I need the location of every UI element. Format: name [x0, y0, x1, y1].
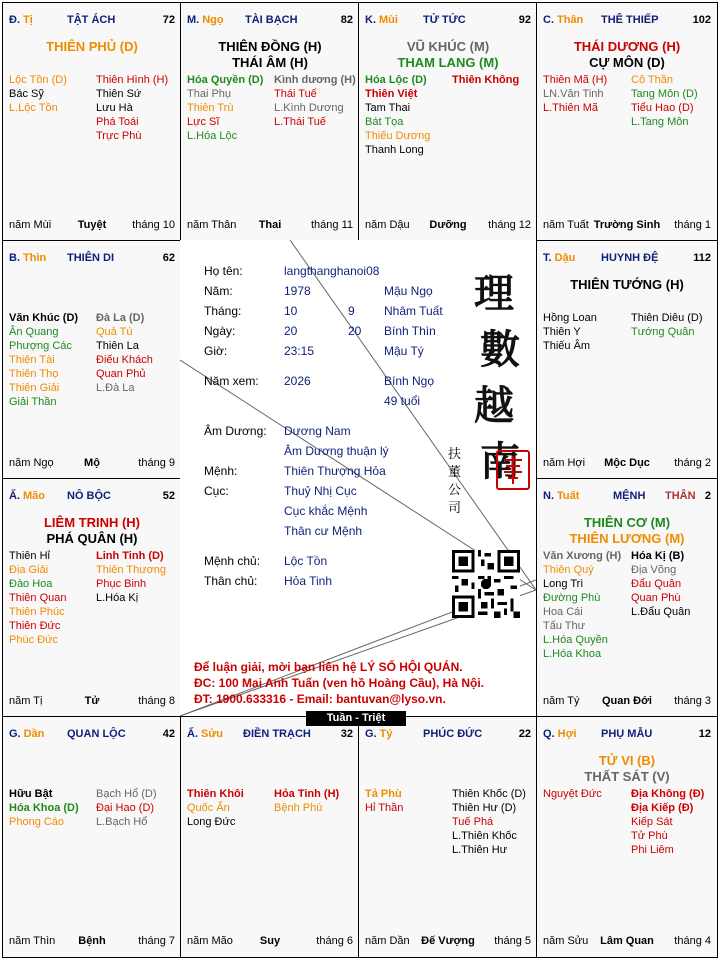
main-star: THIÊN TƯỚNG (H) — [570, 277, 684, 292]
minor-star: Hữu Bật — [9, 788, 53, 800]
minor-star: Hỏa Tinh (H) — [274, 788, 340, 800]
minor-star: Địa Không (Đ) — [631, 788, 705, 800]
minor-star: Thiên Hư (D) — [452, 802, 517, 814]
calligraphy-char: 越 — [474, 382, 514, 429]
cuc-relation: Cục khắc Mệnh — [284, 504, 368, 518]
palace-name: TỬ TỨC — [423, 14, 466, 26]
minor-star: Nguyệt Đức — [543, 788, 602, 800]
minor-star: Thiên Không — [452, 74, 520, 86]
main-star: THIÊN ĐỒNG (H) — [218, 39, 322, 54]
palace-thin — [2, 240, 182, 480]
footer-cycle: Lâm Quan — [600, 935, 654, 947]
footer-year: năm Thân — [187, 219, 237, 231]
red-seal — [496, 450, 530, 490]
amduong-relation: Âm Dương thuận lý — [284, 444, 389, 458]
palace-name: TẬT ÁCH — [67, 14, 116, 26]
minor-star: Hỉ Thần — [365, 802, 404, 814]
minor-star: Phong Cáo — [9, 816, 65, 828]
palace-mui — [358, 2, 538, 242]
cuc-label: Cục: — [204, 484, 229, 498]
minor-star: Thiên Trù — [187, 102, 234, 114]
palace-number: 2 — [704, 490, 711, 502]
minor-star: Thiên La — [96, 340, 139, 352]
minor-star: Lực Sĩ — [187, 116, 220, 128]
branch-label: Q. Hợi — [543, 728, 577, 740]
palace-number: 82 — [340, 14, 353, 26]
footer-month: tháng 3 — [674, 695, 711, 707]
branch-label: M. Ngọ — [187, 14, 224, 26]
minor-star: Kình dương (H) — [274, 74, 356, 86]
palace-footer — [9, 935, 175, 949]
minor-star: L.Thiên Mã — [543, 102, 599, 114]
left-stars — [187, 787, 244, 829]
footer-cycle: Bệnh — [78, 935, 106, 947]
minor-star: Thiên Sứ — [96, 88, 142, 100]
minor-star: Thiên Hỉ — [9, 550, 50, 562]
minor-star: Thiên Tài — [9, 354, 55, 366]
footer-cycle: Trường Sinh — [593, 219, 661, 231]
branch-label: C. Thân — [543, 14, 584, 26]
minor-star: L.Thiên Hư — [452, 844, 508, 856]
minor-star: Địa Võng — [631, 564, 677, 576]
minor-star: Hóa Kị (B) — [631, 550, 685, 562]
palace-ti — [2, 2, 182, 242]
main-star: THẤT SÁT (V) — [584, 769, 670, 784]
palace-name: THIÊN DI — [67, 252, 115, 264]
left-stars — [543, 787, 602, 801]
palace-dau — [536, 240, 718, 480]
seal-side-char: 董 — [448, 465, 462, 480]
day-label: Ngày: — [204, 324, 236, 338]
minor-star: Tử Phù — [631, 830, 668, 842]
than-chu-label: Thân chủ: — [204, 574, 258, 588]
minor-star: Thiên Y — [543, 326, 581, 338]
footer-month: tháng 7 — [138, 935, 175, 947]
minor-star: Địa Giải — [9, 564, 49, 576]
minor-star: Phúc Đức — [9, 634, 58, 646]
footer-year: năm Tý — [543, 695, 580, 707]
minor-star: Đẩu Quân — [631, 578, 682, 590]
minor-star: Đào Hoa — [9, 578, 53, 590]
palace-name: ĐIỀN TRẠCH — [243, 728, 311, 740]
main-star: THIÊN PHỦ (D) — [46, 39, 138, 54]
palace-name: PHÚC ĐỨC — [423, 728, 483, 740]
main-star: THÁI DƯƠNG (H) — [573, 39, 681, 54]
footer-month: tháng 8 — [138, 695, 175, 707]
minor-star: Bát Tọa — [365, 116, 404, 128]
palace-footer — [187, 219, 353, 233]
minor-star: Thiên Việt — [365, 88, 418, 100]
left-stars — [543, 73, 607, 115]
minor-star: Cô Thần — [631, 74, 673, 86]
main-star: CỰ MÔN (D) — [589, 55, 665, 70]
minor-star: Lưu Hà — [96, 102, 133, 114]
palace-header — [9, 728, 175, 744]
year-canchi: Mậu Ngọ — [384, 284, 433, 298]
palace-name: THÊ THIẾP — [601, 14, 659, 26]
branch-label: Đ. Tị — [9, 14, 33, 26]
contact-address: ĐC: 100 Mai Anh Tuấn (ven hồ Hoàng Cầu), Hà Nội. — [194, 676, 485, 690]
minor-star: Hóa Khoa (D) — [9, 802, 79, 814]
minor-star: L.Hóa Lộc — [187, 130, 238, 142]
palace-footer — [187, 935, 353, 949]
footer-month: tháng 11 — [310, 219, 353, 231]
right-stars — [631, 787, 704, 857]
amduong-label: Âm Dương: — [204, 424, 267, 438]
minor-star: Thiên Khôi — [187, 788, 244, 800]
left-stars — [9, 311, 78, 409]
palace-number: 42 — [162, 728, 175, 740]
seal-side-char: 司 — [448, 501, 462, 516]
minor-star: L.Hóa Quyền — [543, 634, 608, 646]
footer-cycle: Thai — [258, 219, 282, 231]
minor-star: Hoa Cái — [543, 606, 583, 618]
footer-year: năm Tị — [9, 695, 43, 707]
left-stars — [543, 549, 621, 661]
right-stars — [452, 787, 526, 857]
branch-label: B. Thìn — [9, 252, 47, 264]
minor-star: Thiên Hình (H) — [96, 74, 169, 86]
minor-star: L.Đà La — [96, 382, 135, 394]
footer-cycle: Mộ — [84, 457, 100, 469]
footer-year: năm Thìn — [9, 935, 56, 947]
minor-star: Quan Phủ — [96, 368, 146, 380]
branch-label: G. Tý — [365, 728, 393, 740]
footer-month: tháng 5 — [494, 935, 531, 947]
palace-footer — [543, 457, 711, 471]
footer-cycle: Tử — [84, 695, 100, 707]
main-star: THAM LANG (M) — [397, 55, 499, 70]
minor-star: Phượng Các — [9, 340, 72, 352]
palace-header — [9, 252, 175, 268]
main-star: THIÊN LƯƠNG (M) — [569, 531, 685, 546]
minor-star: Điếu Khách — [96, 354, 153, 366]
footer-cycle: Dưỡng — [429, 219, 467, 231]
palace-header — [187, 14, 353, 30]
minor-star: Văn Xương (H) — [543, 550, 622, 562]
palace-header — [9, 490, 175, 506]
day-lunar: 20 — [348, 324, 362, 338]
minor-star: L.Kình Dương — [274, 102, 344, 114]
palace-footer — [543, 219, 711, 233]
footer-month: tháng 10 — [132, 219, 175, 231]
palace-hoi — [536, 716, 718, 958]
minor-star: Địa Kiếp (Đ) — [631, 802, 694, 814]
cuc-value: Thuỷ Nhị Cục — [284, 484, 357, 498]
calligraphy-char: 理 — [474, 270, 514, 317]
palace-name: MỆNH — [613, 490, 646, 502]
right-stars — [96, 787, 157, 829]
left-stars — [365, 787, 403, 815]
footer-month: tháng 6 — [316, 935, 353, 947]
minor-star: L.Lộc Tồn — [9, 102, 58, 114]
right-stars — [96, 549, 166, 605]
minor-star: Tuế Phá — [452, 816, 494, 828]
branch-label: K. Mùi — [365, 14, 398, 26]
minor-star: Hồng Loan — [543, 312, 597, 324]
than-cu: Thân cư Mệnh — [284, 524, 363, 538]
minor-star: Thiên Mã (H) — [543, 74, 608, 86]
palace-header — [543, 252, 711, 268]
palace-footer — [9, 457, 175, 471]
minor-star: Quả Tú — [96, 326, 133, 338]
footer-year: năm Mão — [187, 935, 233, 947]
menh-chu-label: Mệnh chủ: — [204, 554, 261, 568]
year-value: 1978 — [284, 284, 311, 298]
minor-star: Thiếu Dương — [365, 130, 431, 142]
contact-phone-email: ĐT: 1900.633316 - Email: bantuvan@lyso.vn. — [194, 692, 446, 706]
minor-star: L.Bạch Hổ — [96, 816, 148, 828]
footer-cycle: Quan Đới — [602, 695, 652, 707]
minor-star: Tấu Thư — [543, 620, 586, 632]
left-stars — [9, 73, 67, 115]
month-label: Tháng: — [204, 304, 242, 318]
month-solar: 10 — [284, 304, 298, 318]
right-stars — [631, 311, 703, 339]
branch-label: Ấ. Sửu — [187, 728, 224, 740]
footer-month: tháng 9 — [138, 457, 175, 469]
footer-year: năm Hợi — [543, 457, 586, 469]
minor-star: LN.Văn Tinh — [543, 88, 604, 100]
minor-star: Văn Khúc (D) — [9, 312, 79, 324]
seal-side-text — [448, 446, 464, 518]
right-stars — [452, 73, 519, 87]
main-star: TỬ VI (B) — [598, 753, 656, 768]
main-star: LIÊM TRINH (H) — [43, 515, 141, 530]
main-star: VŨ KHÚC (M) — [406, 39, 490, 54]
palace-number: 62 — [162, 252, 175, 264]
palace-ty — [358, 716, 538, 958]
palace-header — [365, 728, 531, 744]
minor-star: Thiên Phúc — [9, 606, 65, 618]
left-stars — [543, 311, 597, 353]
palace-footer — [9, 219, 175, 233]
month-lunar: 9 — [348, 304, 355, 318]
age-value: 49 tuổi — [384, 394, 421, 408]
calligraphy-char: 南 — [480, 438, 520, 485]
seal-side-char: 公 — [448, 483, 462, 498]
minor-star: Thiên Diêu (D) — [631, 312, 703, 324]
minor-star: Thiên Thương — [96, 564, 167, 576]
palace-number: 92 — [518, 14, 531, 26]
minor-star: Linh Tinh (D) — [96, 550, 164, 562]
seal-side-char: 扶 — [448, 447, 462, 462]
minor-star: Quốc Ấn — [187, 802, 230, 814]
branch-label: T. Dậu — [543, 252, 576, 264]
minor-star: L.Thiên Khốc — [452, 830, 517, 842]
qr-code[interactable] — [452, 550, 520, 618]
footer-year: năm Ngọ — [9, 457, 54, 469]
month-canchi: Nhâm Tuất — [384, 304, 443, 318]
minor-star: Thiên Thọ — [9, 368, 59, 380]
left-stars — [9, 549, 66, 647]
minor-star: Hóa Quyền (D) — [187, 74, 264, 86]
minor-star: Tam Thai — [365, 102, 411, 114]
minor-star: Tả Phù — [365, 788, 402, 800]
palace-number: 52 — [162, 490, 175, 502]
right-stars — [631, 549, 690, 619]
left-stars — [187, 73, 263, 143]
right-stars — [96, 73, 168, 143]
minor-star: Phục Binh — [96, 578, 147, 590]
palace-header — [9, 14, 175, 30]
footer-year: năm Sửu — [543, 935, 589, 947]
minor-star: Thanh Long — [365, 144, 424, 156]
branch-label: N. Tuất — [543, 490, 580, 502]
minor-star: Hóa Lộc (D) — [365, 74, 427, 86]
footer-month: tháng 1 — [674, 219, 711, 231]
main-star: THÁI ÂM (H) — [232, 55, 308, 70]
right-stars — [274, 787, 339, 815]
palace-name: HUYNH ĐỆ — [601, 252, 659, 264]
footer-month: tháng 4 — [674, 935, 711, 947]
minor-star: Đường Phù — [543, 592, 601, 604]
footer-year: năm Mùi — [9, 219, 52, 231]
minor-star: Lộc Tồn (D) — [9, 74, 67, 86]
palace-name: QUAN LỘC — [67, 728, 126, 740]
minor-star: Trực Phù — [96, 130, 142, 142]
contact-line-1: Để luận giải, mời bạn liên hệ LÝ SỐ HỘI QUÁN. — [194, 660, 463, 674]
minor-star: Bạch Hổ (D) — [96, 788, 157, 800]
footer-month: tháng 2 — [674, 457, 711, 469]
calligraphy-char: 數 — [480, 326, 520, 373]
day-solar: 20 — [284, 324, 298, 338]
palace-header — [543, 14, 711, 30]
palace-footer — [9, 695, 175, 709]
right-stars — [274, 73, 356, 129]
footer-cycle: Đế Vượng — [421, 935, 475, 947]
minor-star: Thiên Quý — [543, 564, 594, 576]
day-canchi: Bính Thìn — [384, 324, 436, 338]
minor-star: Quan Phù — [631, 592, 681, 604]
palace-number: 32 — [340, 728, 353, 740]
view-year-label: Năm xem: — [204, 374, 259, 388]
left-stars — [365, 73, 430, 157]
palace-suu — [180, 716, 360, 958]
minor-star: Tiểu Hao (D) — [631, 102, 694, 114]
minor-star: Bệnh Phù — [274, 802, 323, 814]
minor-star: Thiên Khốc (D) — [452, 788, 526, 800]
palace-tuat — [536, 478, 718, 718]
minor-star: Kiếp Sát — [631, 816, 673, 828]
minor-star: Phi Liêm — [631, 844, 674, 856]
palace-number: 12 — [698, 728, 711, 740]
footer-cycle: Mộc Dục — [604, 457, 650, 469]
palace-name: PHỤ MẪU — [601, 728, 653, 740]
palace-than-marker: THÂN — [665, 490, 696, 502]
menh-value: Thiên Thượng Hỏa — [284, 464, 386, 478]
menh-chu-value: Lộc Tồn — [284, 554, 328, 568]
palace-header — [543, 490, 711, 506]
palace-footer — [365, 219, 531, 233]
minor-star: Phá Toái — [96, 116, 139, 128]
than-chu-value: Hỏa Tinh — [284, 574, 333, 588]
minor-star: Giải Thần — [9, 396, 57, 408]
minor-star: Thiên Giải — [9, 382, 60, 394]
footer-month: tháng 12 — [488, 219, 531, 231]
minor-star: L.Tang Môn — [631, 116, 689, 128]
palace-dan — [2, 716, 182, 958]
minor-star: Đại Hao (D) — [96, 802, 155, 814]
right-stars — [631, 73, 698, 129]
minor-star: Ân Quang — [9, 326, 59, 338]
hour-canchi: Mậu Tý — [384, 344, 424, 358]
footer-year: năm Dần — [365, 935, 410, 947]
view-year-value: 2026 — [284, 374, 311, 388]
right-stars — [96, 311, 153, 395]
palace-mao — [2, 478, 182, 718]
palace-number: 102 — [692, 14, 711, 26]
hour-value: 23:15 — [284, 344, 315, 358]
name-value: langthanghanoi08 — [284, 264, 380, 278]
name-label: Họ tên: — [204, 264, 243, 278]
palace-header — [187, 728, 353, 744]
year-label: Năm: — [204, 284, 233, 298]
footer-year: năm Tuất — [543, 219, 589, 231]
tuan-triet-marker: Tuần - Triệt — [306, 711, 406, 726]
hour-label: Giờ: — [204, 344, 228, 358]
palace-than — [536, 2, 718, 242]
minor-star: Thiên Đức — [9, 620, 61, 632]
palace-name: NÔ BỘC — [67, 490, 111, 502]
palace-number: 72 — [162, 14, 175, 26]
minor-star: Long Trì — [543, 578, 584, 590]
view-year-canchi: Bính Ngọ — [384, 374, 435, 388]
amduong-value: Dương Nam — [284, 424, 351, 438]
palace-number: 112 — [693, 252, 711, 264]
footer-cycle: Suy — [259, 935, 281, 947]
minor-star: Thái Tuế — [274, 88, 317, 100]
palace-name: TÀI BẠCH — [245, 14, 298, 26]
minor-star: Đà La (D) — [96, 312, 145, 324]
minor-star: Long Đức — [187, 816, 236, 828]
palace-footer — [543, 935, 711, 949]
palace-ngo — [180, 2, 360, 242]
palace-footer — [365, 935, 531, 949]
palace-footer — [543, 695, 711, 709]
branch-label: Ấ. Mão — [9, 490, 45, 502]
main-star: THIÊN CƠ (M) — [583, 515, 671, 530]
palace-number: 22 — [518, 728, 531, 740]
minor-star: L.Hóa Khoa — [543, 648, 602, 660]
main-star: PHÁ QUÂN (H) — [46, 531, 138, 546]
minor-star: Bác Sỹ — [9, 88, 44, 100]
menh-label: Mệnh: — [204, 464, 238, 478]
minor-star: L.Thái Tuế — [274, 116, 326, 128]
branch-label: G. Dần — [9, 728, 45, 740]
minor-star: L.Đẩu Quân — [631, 606, 691, 618]
minor-star: Tướng Quân — [631, 326, 695, 338]
palace-header — [365, 14, 531, 30]
minor-star: Thai Phụ — [187, 88, 232, 100]
minor-star: L.Hóa Kị — [96, 592, 139, 604]
minor-star: Thiên Quan — [9, 592, 67, 604]
center-info-panel — [180, 240, 536, 716]
left-stars — [9, 787, 79, 829]
minor-star: Thiếu Âm — [543, 340, 591, 352]
footer-year: năm Dậu — [365, 219, 410, 231]
palace-header — [543, 728, 711, 744]
minor-star: Tang Môn (D) — [631, 88, 698, 100]
footer-cycle: Tuyệt — [77, 219, 107, 231]
